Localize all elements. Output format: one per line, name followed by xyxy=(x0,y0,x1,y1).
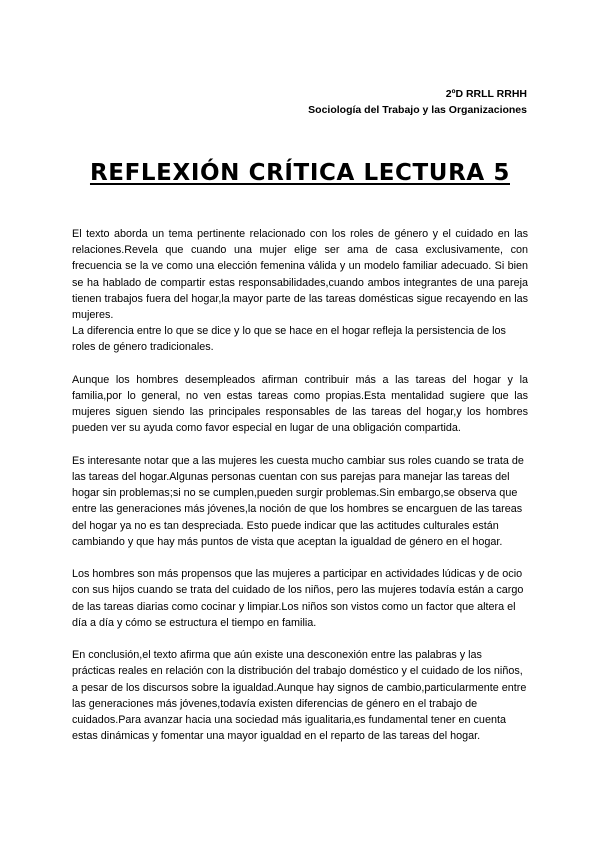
document-header xyxy=(308,86,527,118)
paragraph-spacer xyxy=(72,437,528,453)
paragraph-spacer xyxy=(72,550,528,566)
paragraph-4: Es interesante notar que a las mujeres les cuesta mucho cambiar sus roles cuando se trata de las tareas del hogar.Algunas personas cuentan con sus parejas para manejar las tareas del hogar sin problemas;si no se cumplen,pueden surgir problemas.Sin embargo,se observa que entre las generaciones más jóvenes,la noción de que los hombres se encarguen de las tareas del hogar ya no es tan despreciada. Esto puede indicar que las actitudes culturales están cambiando y que hay más puntos de vista que aceptan la igualdad de género en el hogar. xyxy=(72,454,524,548)
course-label: 2ºD RRLL RRHH xyxy=(445,88,527,100)
document-title: REFLEXIÓN CRÍTICA LECTURA 5 xyxy=(89,160,510,186)
paragraph-2: La diferencia entre lo que se dice y lo que se hace en el hogar refleja la persistencia de los roles de género tradicionales. xyxy=(72,325,506,354)
document-body xyxy=(72,226,528,744)
paragraph-1: El texto aborda un tema pertinente relacionado con los roles de género y el cuidado en las relaciones.Revela que cuando una mujer elige ser ama de casa exclusivamente, con frecuencia se la ve como una elección femenina válida y un modelo familiar adecuado. Si bien se ha hablado de compartir estas responsabilidades,cuando ambos integrantes de una pareja tienen trabajos fuera del hogar,la mayor parte de las tareas domésticas sigue recayendo en las mujeres. xyxy=(72,228,528,322)
paragraph-3: Aunque los hombres desempleados afirman contribuir más a las tareas del hogar y la familia,por lo general, no ven estas tareas como propias.Esta mentalidad sugiere que las mujeres siguen siendo las principales responsables de las tareas del hogar,y los hombres pueden ver su ayuda como favor especial en lugar de una obligación compartida. xyxy=(72,373,528,435)
paragraph-5: Los hombres son más propensos que las mujeres a participar en actividades lúdicas y de ocio con sus hijos cuando se trata del cuidado de los niños, pero las mujeres todavía están a cargo de las tareas diarias como cocinar y limpiar.Los niños son vistos como un factor que altera el día a día y cómo se estructura el tiempo en familia. xyxy=(72,568,524,629)
subject-label: Sociología del Trabajo y las Organizaciones xyxy=(308,104,527,116)
paragraph-6: En conclusión,el texto afirma que aún existe una desconexión entre las palabras y las prácticas reales en relación con la distribución del trabajo doméstico y el cuidado de los niños, a pesar de los discursos sobre la igualdad.Aunque hay signos de cambio,particularmente entre las generaciones más jóvenes,todavía existen diferencias de género en el trabajo de cuidados.Para avanzar hacia una sociedad más igualitaria,es fundamental tener en cuenta estas dinámicas y fomentar una mayor igualdad en el reparto de las tareas del hogar. xyxy=(72,649,527,743)
paragraph-spacer xyxy=(72,356,528,372)
paragraph-spacer xyxy=(72,631,528,647)
